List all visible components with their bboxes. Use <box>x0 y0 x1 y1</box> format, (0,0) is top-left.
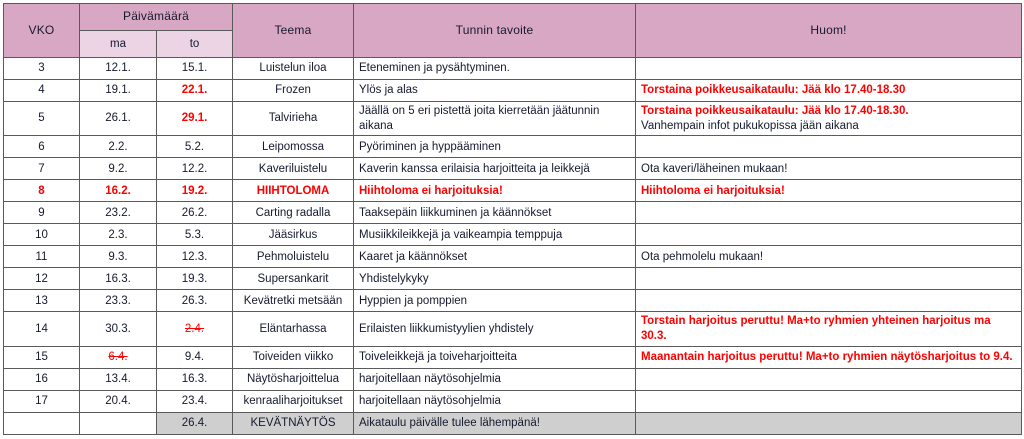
cell-date-ma-text: 9.2. <box>108 162 128 175</box>
cell-date-ma-text: 13.4. <box>105 373 131 386</box>
cell-huom <box>636 180 1022 202</box>
cell-tavoite-text: Hiihtoloma ei harjoituksia! <box>359 184 503 197</box>
cell-tavoite-text: Erilaisten liikkumistyylien yhdistely <box>359 322 534 335</box>
cell-tavoite <box>354 390 636 412</box>
cell-date-to <box>157 246 233 268</box>
cell-date-ma <box>80 180 157 202</box>
cell-vko-text: 3 <box>38 62 45 75</box>
cell-vko-text: 16 <box>35 373 48 386</box>
cell-tavoite <box>354 224 636 246</box>
cell-huom <box>636 136 1022 158</box>
cell-teema-text: Eläntarhassa <box>259 322 327 335</box>
table-row <box>4 246 1022 268</box>
cell-huom-text: Torstaina poikkeusaikataulu: Jää klo 17.40-18.30. <box>641 105 909 117</box>
cell-tavoite-text-2: aikana <box>359 119 393 132</box>
cell-teema-text: Frozen <box>275 84 311 97</box>
cell-date-to-text: 16.3. <box>181 373 208 386</box>
cell-teema <box>233 390 354 412</box>
cell-date-ma <box>80 390 157 412</box>
season-schedule-table <box>3 3 1022 435</box>
cell-date-to <box>157 368 233 390</box>
table-body <box>4 58 1022 435</box>
cell-huom <box>636 202 1022 224</box>
table-row <box>4 390 1022 412</box>
cell-date-ma <box>80 158 157 180</box>
cell-date-to-text: 19.3. <box>181 272 208 285</box>
cell-date-ma-text: 12.1. <box>105 62 131 75</box>
cell-huom <box>636 158 1022 180</box>
cell-date-to <box>157 180 233 202</box>
cell-date-ma <box>80 102 157 136</box>
cell-date-ma <box>80 290 157 312</box>
cell-huom-text: Ota pehmolelu mukaan! <box>641 250 764 263</box>
cell-tavoite <box>354 136 636 158</box>
cell-date-to <box>157 58 233 80</box>
cell-date-ma <box>80 368 157 390</box>
cell-date-to-text: 12.2. <box>181 162 208 175</box>
cell-vko <box>4 390 80 412</box>
cell-date-ma-text: 30.3. <box>105 322 131 335</box>
cell-teema <box>233 290 354 312</box>
cell-vko <box>4 412 80 434</box>
cell-vko <box>4 312 80 346</box>
column-header-tavoite: Tunnin tavoite <box>354 4 636 58</box>
cell-huom <box>636 80 1022 102</box>
cell-tavoite-text: Kaverin kanssa erilaisia harjoitteita ja leikkejä <box>359 162 590 175</box>
cell-teema-text: Carting radalla <box>255 206 331 219</box>
cell-date-to <box>157 202 233 224</box>
cell-vko-text: 6 <box>38 140 45 153</box>
cell-tavoite <box>354 290 636 312</box>
cell-huom-text: Ota kaveri/läheinen mukaan! <box>641 162 788 175</box>
cell-date-ma-text: 16.2. <box>105 184 131 197</box>
cell-date-ma <box>80 58 157 80</box>
cell-tavoite <box>354 246 636 268</box>
cell-vko-text: 11 <box>35 250 48 263</box>
cell-vko-text: 4 <box>38 84 45 97</box>
cell-vko <box>4 180 80 202</box>
column-header-paivamaara: Päivämäärä <box>80 4 233 31</box>
cell-vko <box>4 102 80 136</box>
cell-date-ma <box>80 412 157 434</box>
cell-huom <box>636 312 1022 346</box>
cell-vko <box>4 136 80 158</box>
cell-date-to-text: 2.4. <box>184 322 205 335</box>
table-header <box>4 4 1022 58</box>
cell-teema-text: Supersankarit <box>257 272 329 285</box>
cell-date-to <box>157 102 233 136</box>
cell-vko <box>4 290 80 312</box>
cell-tavoite-text: Aikataulu päivälle tulee lähempänä! <box>359 417 540 430</box>
cell-tavoite-text: Musiikkileikkejä ja vaikeampia temppuja <box>359 228 563 241</box>
cell-date-to-text: 9.4. <box>184 351 205 364</box>
cell-vko <box>4 202 80 224</box>
cell-vko <box>4 346 80 368</box>
cell-date-to <box>157 346 233 368</box>
cell-tavoite <box>354 368 636 390</box>
cell-vko-text: 14 <box>35 322 48 335</box>
table-row <box>4 136 1022 158</box>
cell-date-to <box>157 224 233 246</box>
cell-teema-text: Kaveriluistelu <box>258 162 328 175</box>
cell-date-to-text: 5.3. <box>184 228 205 241</box>
table-row <box>4 180 1022 202</box>
cell-vko-text: 10 <box>35 228 48 241</box>
cell-vko-text: 13 <box>35 294 48 307</box>
cell-teema-text: kenraaliharjoitukset <box>243 395 343 408</box>
table-row <box>4 224 1022 246</box>
cell-teema <box>233 102 354 136</box>
cell-date-to-text: 22.1. <box>181 84 208 97</box>
cell-date-ma <box>80 268 157 290</box>
table-row <box>4 346 1022 368</box>
cell-tavoite <box>354 158 636 180</box>
cell-vko <box>4 368 80 390</box>
cell-date-to <box>157 312 233 346</box>
cell-teema <box>233 158 354 180</box>
cell-teema-text: Jääsirkus <box>268 228 318 241</box>
cell-huom <box>636 268 1022 290</box>
column-header-vko: VKO <box>4 4 80 58</box>
cell-vko-text: 5 <box>38 112 45 125</box>
cell-teema-text: Leipomossa <box>261 140 324 153</box>
cell-teema-text: Näytösharjoittelua <box>246 373 340 386</box>
cell-tavoite <box>354 80 636 102</box>
cell-vko-text: 8 <box>38 184 45 197</box>
cell-teema-text: Talvirieha <box>268 112 318 125</box>
cell-date-ma-text: 16.3. <box>105 272 131 285</box>
column-header-huom: Huom! <box>636 4 1022 58</box>
column-subheader-ma: ma <box>80 31 157 58</box>
cell-date-to <box>157 390 233 412</box>
table-row <box>4 412 1022 434</box>
cell-vko <box>4 80 80 102</box>
cell-huom-text: Hiihtoloma ei harjoituksia! <box>641 184 785 197</box>
cell-teema <box>233 412 354 434</box>
cell-date-ma <box>80 346 157 368</box>
cell-date-ma-text: 23.3. <box>105 294 131 307</box>
cell-teema-text: Pehmoluistelu <box>256 250 330 263</box>
cell-teema <box>233 312 354 346</box>
cell-teema <box>233 224 354 246</box>
cell-huom-text: Torstaina poikkeusaikataulu: Jää klo 17.40-18.30 <box>641 84 906 97</box>
cell-tavoite-text: Ylös ja alas <box>359 84 418 97</box>
cell-tavoite-text: Eteneminen ja pysähtyminen. <box>359 62 510 75</box>
cell-huom-text: Torstain harjoitus peruttu! Ma+to ryhmien yhteinen harjoitus ma 30.3. <box>641 315 991 343</box>
cell-tavoite <box>354 58 636 80</box>
cell-date-to-text: 29.1. <box>181 112 208 125</box>
cell-vko <box>4 158 80 180</box>
cell-date-ma <box>80 312 157 346</box>
cell-teema <box>233 268 354 290</box>
cell-date-to-text: 5.2. <box>184 140 205 153</box>
table-row <box>4 102 1022 136</box>
cell-huom <box>636 224 1022 246</box>
cell-date-to-text: 19.2. <box>181 184 208 197</box>
cell-tavoite-text: harjoitellaan näytösohjelmia <box>359 395 501 408</box>
cell-teema <box>233 180 354 202</box>
cell-date-to-text: 15.1. <box>181 62 208 75</box>
cell-date-ma-text: 23.2. <box>105 206 131 219</box>
cell-vko <box>4 224 80 246</box>
column-subheader-to: to <box>157 31 233 58</box>
cell-date-ma <box>80 224 157 246</box>
cell-date-to <box>157 290 233 312</box>
cell-date-to-text: 26.3. <box>181 294 208 307</box>
cell-date-ma <box>80 136 157 158</box>
cell-huom <box>636 346 1022 368</box>
table-row <box>4 368 1022 390</box>
cell-date-to-text: 26.2. <box>181 206 208 219</box>
cell-date-to-text: 12.3. <box>181 250 208 263</box>
table-row <box>4 312 1022 346</box>
cell-huom-text: Maanantain harjoitus peruttu! Ma+to ryhmien näytösharjoitus to 9.4. <box>641 351 1013 364</box>
cell-huom <box>636 390 1022 412</box>
cell-tavoite-text: Kaaret ja käännökset <box>359 250 468 263</box>
cell-teema <box>233 346 354 368</box>
cell-tavoite-text: Pyöriminen ja hyppääminen <box>359 140 501 153</box>
cell-date-to <box>157 80 233 102</box>
cell-teema-text: Kevätretki metsään <box>243 294 343 307</box>
table-row <box>4 158 1022 180</box>
cell-vko-text: 7 <box>38 162 45 175</box>
cell-date-to <box>157 268 233 290</box>
cell-huom-text-2: Vanhempain infot pukukopissa jään aikana <box>641 119 859 132</box>
cell-date-to-text: 26.4. <box>181 417 208 430</box>
cell-huom <box>636 368 1022 390</box>
cell-tavoite-text: Yhdistelykyky <box>359 272 429 285</box>
cell-vko <box>4 58 80 80</box>
cell-tavoite <box>354 312 636 346</box>
cell-vko-text: 17 <box>35 395 48 408</box>
cell-tavoite <box>354 180 636 202</box>
cell-date-ma-text: 20.4. <box>105 395 131 408</box>
cell-huom <box>636 58 1022 80</box>
table-row <box>4 268 1022 290</box>
table-row <box>4 80 1022 102</box>
cell-vko-text: 9 <box>38 206 45 219</box>
cell-teema <box>233 80 354 102</box>
cell-tavoite <box>354 346 636 368</box>
cell-vko-text: 15 <box>35 351 48 364</box>
cell-date-to <box>157 158 233 180</box>
cell-date-to-text: 23.4. <box>181 395 208 408</box>
column-header-teema: Teema <box>233 4 354 58</box>
cell-tavoite-text: Taaksepäin liikkuminen ja käännökset <box>359 206 552 219</box>
cell-date-ma-text: 2.3. <box>108 228 128 241</box>
table-row <box>4 58 1022 80</box>
cell-date-ma-text: 2.2. <box>108 140 128 153</box>
cell-teema-text: Luistelun iloa <box>259 62 327 75</box>
cell-date-ma-text: 6.4. <box>108 351 128 364</box>
cell-vko <box>4 268 80 290</box>
cell-tavoite <box>354 412 636 434</box>
cell-huom <box>636 246 1022 268</box>
cell-tavoite-text: harjoitellaan näytösohjelmia <box>359 373 501 386</box>
cell-teema <box>233 368 354 390</box>
cell-teema <box>233 58 354 80</box>
cell-huom <box>636 412 1022 434</box>
cell-huom <box>636 290 1022 312</box>
cell-huom <box>636 102 1022 136</box>
cell-tavoite <box>354 268 636 290</box>
cell-tavoite-text: Jäällä on 5 eri pistettä joita kierretään jäätunnin <box>359 105 600 117</box>
cell-date-ma-text: 9.3. <box>108 250 128 263</box>
cell-teema-text: Toiveiden viikko <box>252 351 334 364</box>
cell-date-ma <box>80 202 157 224</box>
cell-tavoite-text: Toiveleikkejä ja toiveharjoitteita <box>359 351 517 364</box>
cell-tavoite <box>354 102 636 136</box>
cell-date-ma <box>80 80 157 102</box>
cell-tavoite-text: Hyppien ja pomppien <box>359 294 468 307</box>
cell-vko <box>4 246 80 268</box>
cell-teema-text: KEVÄTNÄYTÖS <box>250 417 336 430</box>
table-row <box>4 202 1022 224</box>
cell-date-to <box>157 412 233 434</box>
cell-date-to <box>157 136 233 158</box>
cell-teema <box>233 136 354 158</box>
cell-date-ma-text: 26.1. <box>105 112 131 125</box>
cell-teema <box>233 202 354 224</box>
cell-tavoite <box>354 202 636 224</box>
table-row <box>4 290 1022 312</box>
header-row-main <box>4 4 1022 31</box>
cell-date-ma-text: 19.1. <box>105 84 131 97</box>
cell-teema <box>233 246 354 268</box>
cell-date-ma <box>80 246 157 268</box>
cell-vko-text: 12 <box>35 272 48 285</box>
cell-teema-text: HIIHTOLOMA <box>256 184 330 197</box>
